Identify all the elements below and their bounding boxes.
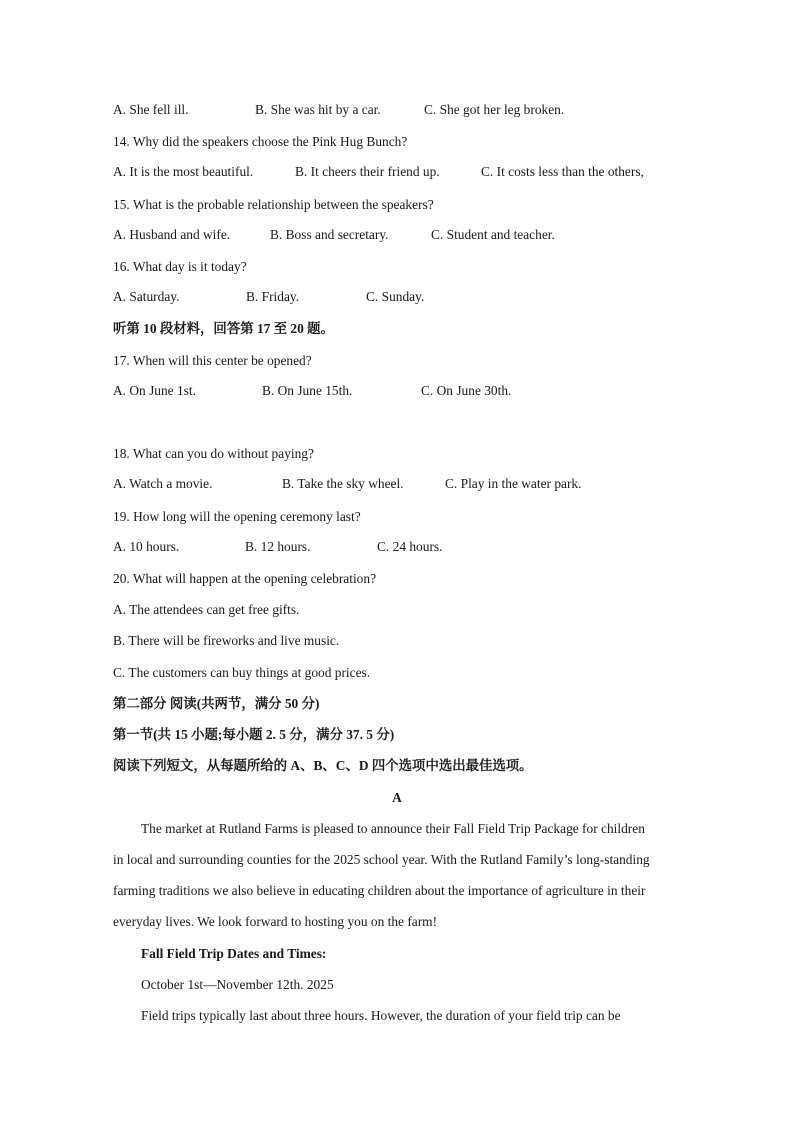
q18-stem: 18. What can you do without paying? <box>113 446 314 461</box>
passage-line: Field trips typically last about three hours. However, the duration of your field trip can be <box>141 1008 621 1023</box>
q18-option-b: B. Take the sky wheel. <box>282 476 404 491</box>
q15-option-a: A. Husband and wife. <box>113 227 231 242</box>
passage-line: everyday lives. We look forward to hosting you on the farm! <box>113 914 438 929</box>
q16-stem: 16. What day is it today? <box>113 259 247 274</box>
q19-option-a: A. 10 hours. <box>113 539 180 554</box>
passage-line: The market at Rutland Farms is pleased to announce their Fall Field Trip Package for children <box>141 821 645 836</box>
passage-subheading: Fall Field Trip Dates and Times: <box>141 946 327 961</box>
q17-option-c: C. On June 30th. <box>421 383 512 398</box>
q19-option-b: B. 12 hours. <box>245 539 311 554</box>
q15-option-c: C. Student and teacher. <box>431 227 555 242</box>
passage-line: farming traditions we also believe in educating children about the importance of agriculture in their <box>113 883 646 898</box>
q15-option-b: B. Boss and secretary. <box>270 227 389 242</box>
q13-option-c: C. She got her leg broken. <box>424 102 565 117</box>
part-2-heading: 第二部分 阅读(共两节，满分 50 分) <box>113 696 320 711</box>
section-10-heading: 听第 10 段材料，回答第 17 至 20 题。 <box>113 321 334 336</box>
q16-option-a: A. Saturday. <box>113 289 180 304</box>
q18-option-c: C. Play in the water park. <box>445 476 582 491</box>
section-1-heading: 第一节(共 15 小题;每小题 2. 5 分，满分 37. 5 分) <box>113 727 395 742</box>
q13-option-b: B. She was hit by a car. <box>255 102 381 117</box>
q14-option-b: B. It cheers their friend up. <box>295 164 440 179</box>
q15-stem: 15. What is the probable relationship between the speakers? <box>113 197 434 212</box>
q20-option-a: A. The attendees can get free gifts. <box>113 602 300 617</box>
q14-option-c: C. It costs less than the others, <box>481 164 644 179</box>
q19-option-c: C. 24 hours. <box>377 539 443 554</box>
q19-stem: 19. How long will the opening ceremony last? <box>113 509 361 524</box>
passage-line: in local and surrounding counties for the 2025 school year. With the Rutland Family’s long-standing <box>113 852 650 867</box>
q20-option-b: B. There will be fireworks and live music. <box>113 633 340 648</box>
passage-dates: October 1st—November 12th. 2025 <box>141 977 334 992</box>
passage-title: A <box>392 790 402 805</box>
q20-stem: 20. What will happen at the opening celebration? <box>113 571 377 586</box>
q17-option-b: B. On June 15th. <box>262 383 353 398</box>
q20-option-c: C. The customers can buy things at good prices. <box>113 665 371 680</box>
q14-stem: 14. Why did the speakers choose the Pink Hug Bunch? <box>113 134 408 149</box>
q17-option-a: A. On June 1st. <box>113 383 196 398</box>
reading-instruction: 阅读下列短文，从每题所给的 A、B、C、D 四个选项中选出最佳选项。 <box>113 758 533 773</box>
q17-stem: 17. When will this center be opened? <box>113 353 312 368</box>
q14-option-a: A. It is the most beautiful. <box>113 164 254 179</box>
q18-option-a: A. Watch a movie. <box>113 476 213 491</box>
q16-option-b: B. Friday. <box>246 289 300 304</box>
q16-option-c: C. Sunday. <box>366 289 425 304</box>
q13-option-a: A. She fell ill. <box>113 102 189 117</box>
